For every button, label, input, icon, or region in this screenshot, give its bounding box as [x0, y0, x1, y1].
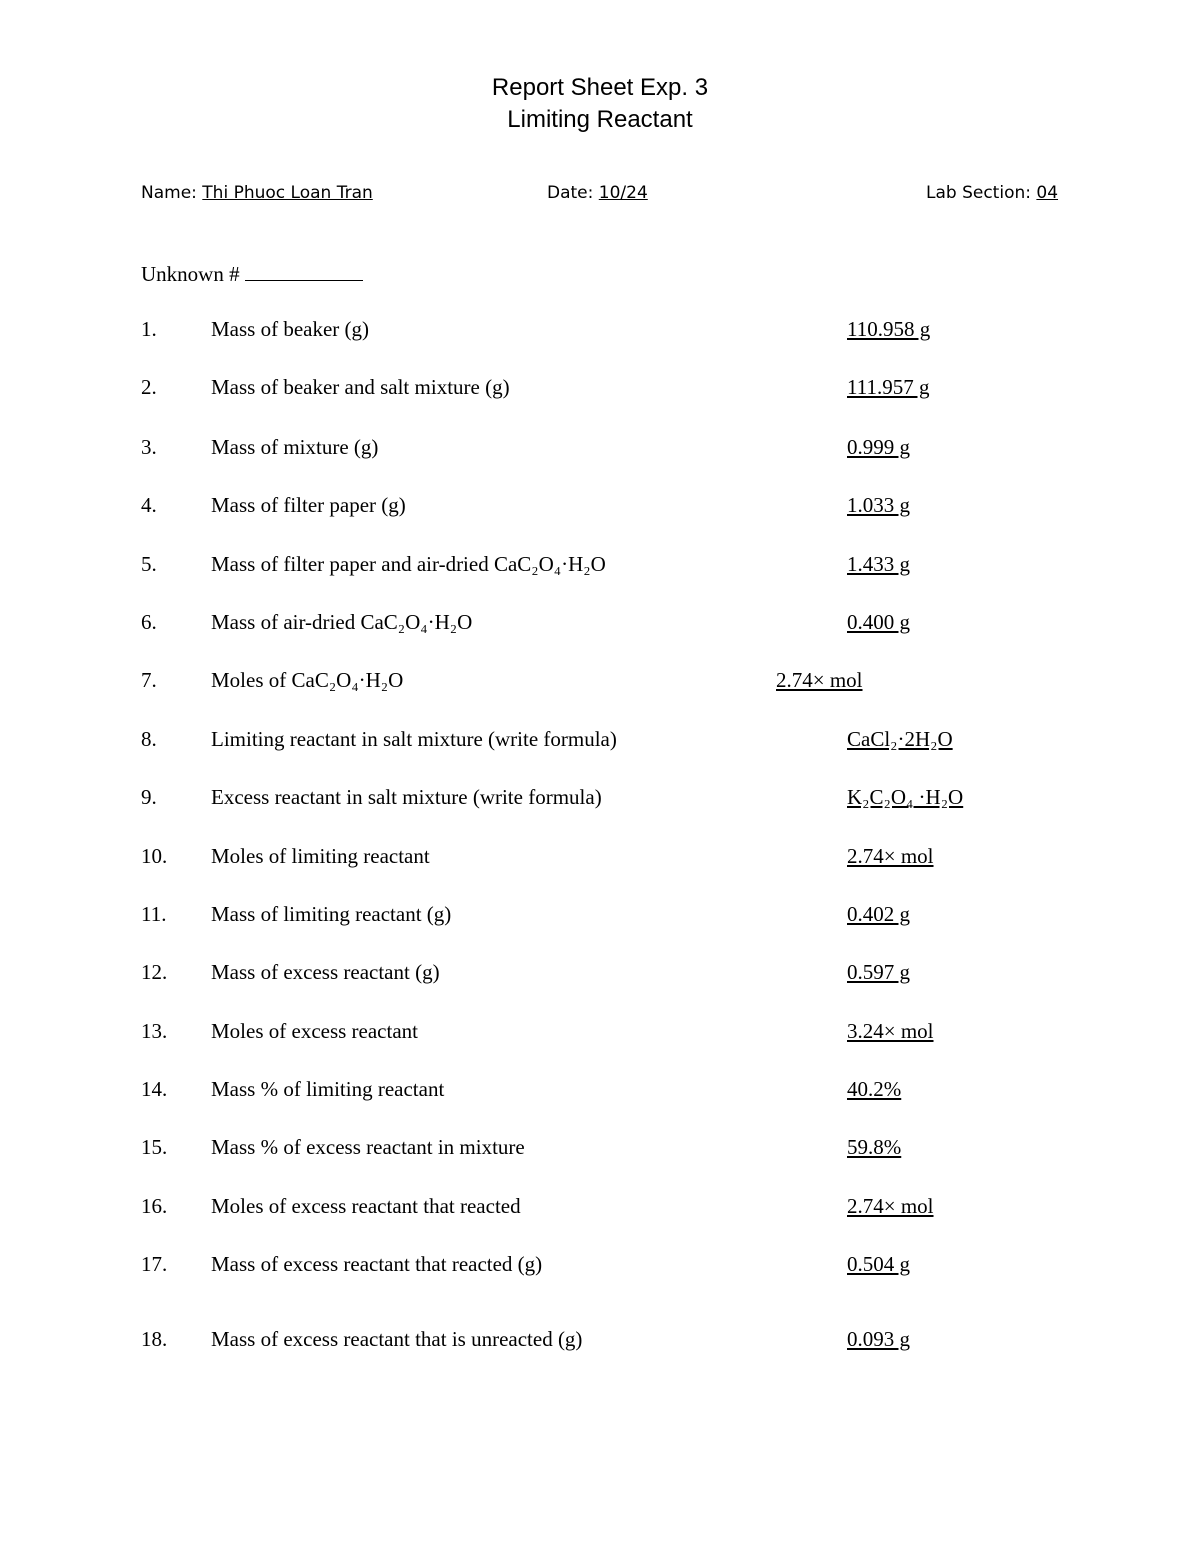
- row-label: Moles of excess reactant: [211, 1019, 418, 1043]
- row-number: 4.: [141, 493, 157, 517]
- row-label: Mass of mixture (g): [211, 435, 379, 459]
- unknown-blank: [245, 258, 363, 281]
- row-label: Excess reactant in salt mixture (write formula): [211, 785, 602, 809]
- row-number: 16.: [141, 1194, 168, 1218]
- row-label: Mass of excess reactant (g): [211, 960, 440, 984]
- row-number: 7.: [141, 668, 157, 692]
- row-answer: 2.74× mol: [776, 668, 863, 692]
- row-number: 2.: [141, 375, 157, 399]
- row-number: 13.: [141, 1019, 168, 1043]
- row-answer: 111.957 g: [847, 375, 930, 399]
- row-label: Mass of beaker and salt mixture (g): [211, 375, 510, 399]
- row-answer: 3.24× mol: [847, 1019, 934, 1043]
- name-field: [141, 181, 373, 205]
- date-field: [547, 181, 648, 205]
- row-label: Moles of excess reactant that reacted: [211, 1194, 521, 1218]
- row-answer: CaCl₂·2H₂O: [847, 727, 953, 751]
- lab-section-value: 04: [1036, 183, 1059, 203]
- row-answer: 2.74× mol: [847, 1194, 934, 1218]
- row-number: 15.: [141, 1135, 168, 1159]
- row-number: 14.: [141, 1077, 168, 1101]
- row-answer: 0.597 g: [847, 960, 910, 984]
- row-answer: 40.2%: [847, 1077, 902, 1101]
- row-answer: 59.8%: [847, 1135, 902, 1159]
- unknown-field: [141, 258, 363, 288]
- row-number: 18.: [141, 1327, 168, 1351]
- row-number: 17.: [141, 1252, 168, 1276]
- row-label: Moles of limiting reactant: [211, 844, 430, 868]
- row-label: Mass % of limiting reactant: [211, 1077, 445, 1101]
- row-number: 8.: [141, 727, 157, 751]
- name-value: Thi Phuoc Loan Tran: [202, 183, 373, 203]
- row-label: Limiting reactant in salt mixture (write formula): [211, 727, 617, 751]
- row-number: 5.: [141, 552, 157, 576]
- row-number: 9.: [141, 785, 157, 809]
- row-label: Moles of CaC₂O₄·H₂O: [211, 668, 404, 692]
- row-answer: 0.402 g: [847, 902, 910, 926]
- row-label: Mass of air-dried CaC₂O₄·H₂O: [211, 610, 473, 634]
- report-title: Report Sheet Exp. 3: [491, 74, 709, 101]
- row-label: Mass of limiting reactant (g): [211, 902, 452, 926]
- row-label: Mass of excess reactant that is unreacted (g): [211, 1327, 583, 1351]
- row-answer: 1.433 g: [847, 552, 910, 576]
- date-value: 10/24: [598, 183, 648, 203]
- row-answer: 0.999 g: [847, 435, 910, 459]
- unknown-label: Unknown #: [141, 262, 245, 286]
- row-answer: 1.033 g: [847, 493, 910, 517]
- report-subtitle: Limiting Reactant: [507, 106, 693, 133]
- row-number: 6.: [141, 610, 157, 634]
- row-answer: 2.74× mol: [847, 844, 934, 868]
- row-label: Mass of filter paper and air-dried CaC₂O₄·H₂O: [211, 552, 606, 576]
- lab-section-label: Lab Section:: [926, 183, 1037, 203]
- row-answer: 0.504 g: [847, 1252, 910, 1276]
- row-answer: K₂C₂O₄ ·H₂O: [847, 785, 964, 809]
- row-number: 1.: [141, 317, 157, 341]
- date-label: Date:: [547, 183, 599, 203]
- row-label: Mass % of excess reactant in mixture: [211, 1135, 525, 1159]
- lab-section-field: [926, 181, 1058, 205]
- row-answer: 110.958 g: [847, 317, 931, 341]
- row-number: 3.: [141, 435, 157, 459]
- row-number: 10.: [141, 844, 168, 868]
- name-label: Name:: [141, 183, 203, 203]
- row-label: Mass of beaker (g): [211, 317, 370, 341]
- row-label: Mass of filter paper (g): [211, 493, 406, 517]
- row-answer: 0.400 g: [847, 610, 910, 634]
- row-number: 11.: [141, 902, 167, 926]
- row-number: 12.: [141, 960, 168, 984]
- row-label: Mass of excess reactant that reacted (g): [211, 1252, 543, 1276]
- row-answer: 0.093 g: [847, 1327, 910, 1351]
